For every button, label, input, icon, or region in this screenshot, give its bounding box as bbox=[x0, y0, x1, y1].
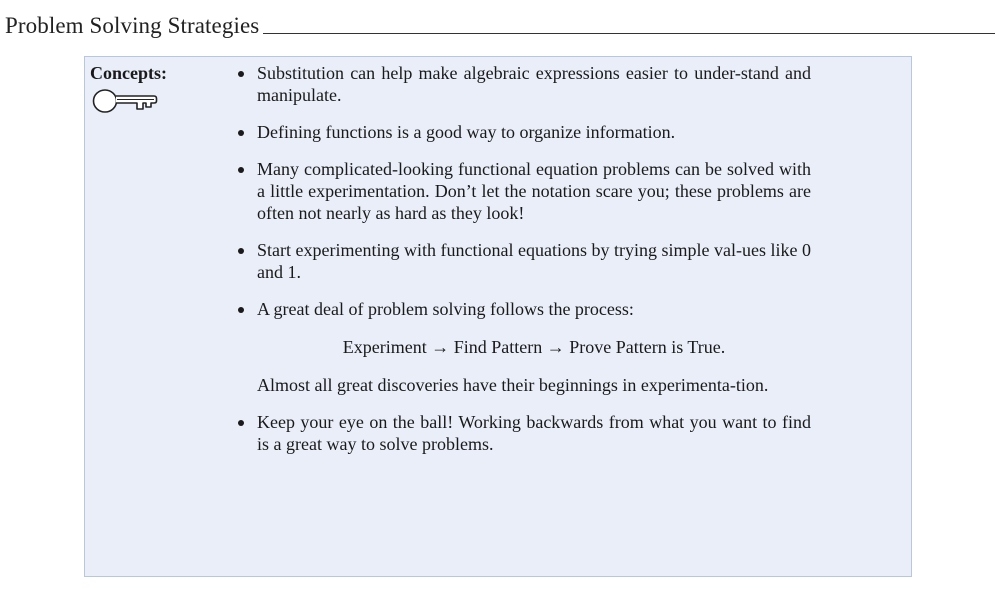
list-item-text: Defining functions is a good way to organize information. bbox=[257, 122, 676, 142]
bullet-icon bbox=[238, 167, 244, 173]
header-rule bbox=[263, 33, 995, 34]
list-item bbox=[233, 62, 811, 106]
page-header bbox=[5, 4, 995, 40]
list-item-text: Substitution can help make algebraic expressions easier to under-stand and manipulate. bbox=[257, 63, 811, 105]
bullet-icon bbox=[238, 420, 244, 426]
list-item bbox=[233, 298, 811, 396]
list-item bbox=[233, 239, 811, 283]
list-item-text: Start experimenting with functional equations by trying simple val-ues like 0 and 1. bbox=[257, 240, 811, 282]
list-item-text: Keep your eye on the ball! Working backwards from what you want to find is a great way to solve problems. bbox=[257, 412, 811, 454]
concepts-label: Concepts: bbox=[90, 63, 167, 83]
list-item-followup: Almost all great discoveries have their beginnings in experimenta-tion. bbox=[257, 375, 769, 395]
bullet-icon bbox=[238, 71, 244, 77]
bullet-icon bbox=[238, 248, 244, 254]
concepts-list bbox=[233, 62, 811, 470]
list-item bbox=[233, 158, 811, 224]
list-item-text: Many complicated-looking functional equation problems can be solved with a little experimentation. Don’t let the notation scare you; these problems are often not nearly as hard as they look! bbox=[257, 159, 811, 223]
key-icon bbox=[92, 88, 158, 114]
bullet-icon bbox=[238, 307, 244, 313]
process-equation: Experiment → Find Pattern → Prove Pattern is True. bbox=[342, 337, 726, 357]
list-item-text: A great deal of problem solving follows the process: bbox=[257, 299, 634, 319]
concepts-box bbox=[84, 56, 912, 577]
list-item bbox=[233, 121, 811, 143]
bullet-icon bbox=[238, 130, 244, 136]
list-item bbox=[233, 411, 811, 455]
page-title: Problem Solving Strategies bbox=[5, 13, 260, 38]
